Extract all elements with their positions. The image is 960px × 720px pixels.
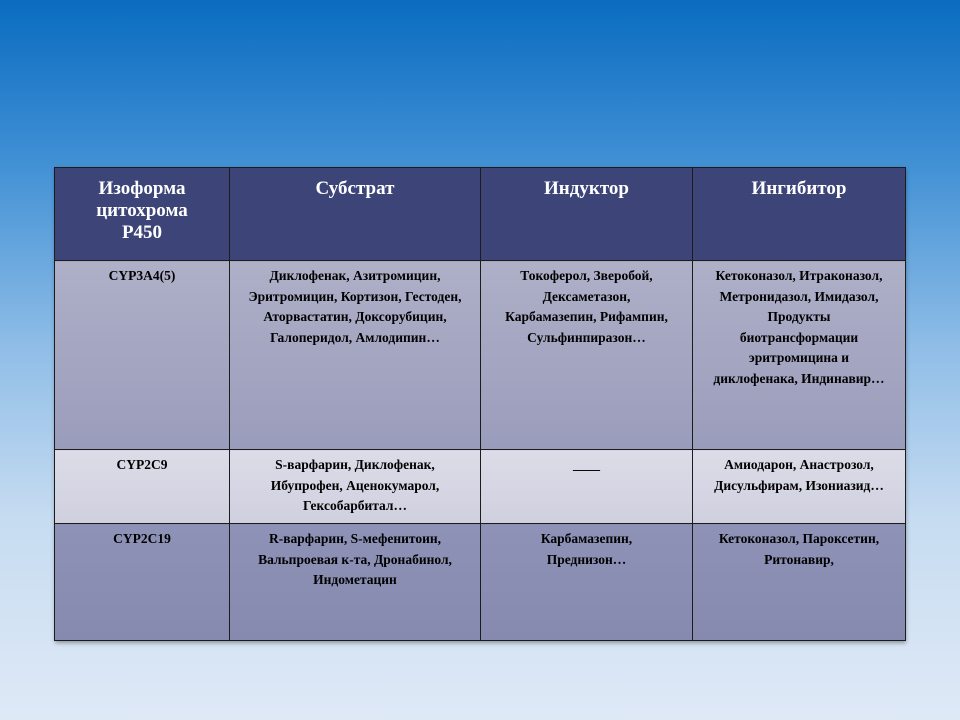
cell-substrate: S-варфарин, Диклофенак, Ибупрофен, Аценокумарол, Гексобарбитал… <box>230 450 481 524</box>
table-row <box>55 261 906 450</box>
table-row <box>55 450 906 524</box>
cell-isoform: CYP2C19 <box>55 524 230 641</box>
cell-inhibitor: Амиодарон, Анастрозол, Дисульфирам, Изониазид… <box>693 450 906 524</box>
cell-isoform: CYP3A4(5) <box>55 261 230 450</box>
header-inductor: Индуктор <box>481 168 693 261</box>
cell-inductor: Токоферол, Зверобой, Дексаметазон, Карбамазепин, Рифампин, Сульфинпиразон… <box>481 261 693 450</box>
header-substrate: Субстрат <box>230 168 481 261</box>
header-inhibitor: Ингибитор <box>693 168 906 261</box>
table-header-row <box>55 168 906 261</box>
cell-inhibitor: Кетоконазол, Пароксетин, Ритонавир, <box>693 524 906 641</box>
cytochrome-table-container <box>54 167 905 641</box>
header-isoform: Изоформа цитохрома Р450 <box>55 168 230 261</box>
cell-isoform: CYP2C9 <box>55 450 230 524</box>
cell-inductor: Карбамазепин, Преднизон… <box>481 524 693 641</box>
cell-inhibitor: Кетоконазол, Итраконазол, Метронидазол, Имидазол, Продукты биотрансформации эритромицина и диклофенака, Индинавир… <box>693 261 906 450</box>
cell-substrate: Диклофенак, Азитромицин, Эритромицин, Кортизон, Гестоден, Аторвастатин, Доксорубицин, Галоперидол, Амлодипин… <box>230 261 481 450</box>
cell-substrate: R-варфарин, S-мефенитоин, Вальпроевая к-та, Дронабинол, Индометацин <box>230 524 481 641</box>
cytochrome-isoform-table <box>54 167 906 641</box>
table-row <box>55 524 906 641</box>
cell-inductor: ____ <box>481 450 693 524</box>
